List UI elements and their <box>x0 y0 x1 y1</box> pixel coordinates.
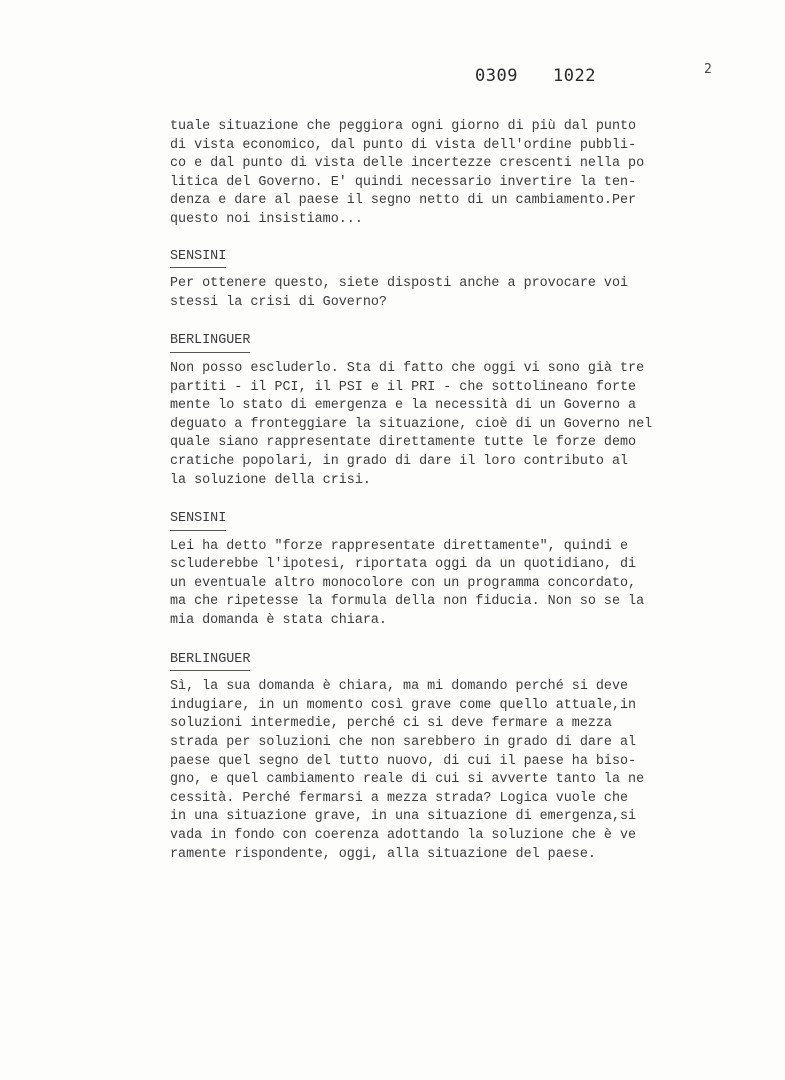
text-line: stessi la crisi di Governo? <box>170 294 387 310</box>
text-line: co e dal punto di vista delle incertezze crescenti nella po <box>170 156 645 172</box>
speaker-section <box>170 649 715 865</box>
text-line: questo noi insistiamo... <box>170 211 363 227</box>
text-line: la soluzione della crisi. <box>170 472 371 488</box>
text-line: mente lo stato di emergenza e la necessità di un Governo a <box>170 398 637 414</box>
text-line: indugiare, in un momento così grave come quello attuale,in <box>170 697 637 713</box>
text-line: Non posso escluderlo. Sta di fatto che oggi vi sono già tre <box>170 360 645 376</box>
text-line: strada per soluzioni che non sarebbero in grado di dare al <box>170 735 637 751</box>
text-line: deguato a fronteggiare la situazione, cioè di un Governo nel <box>170 416 653 432</box>
document-code: 0309 <box>475 66 518 86</box>
continuation-paragraph <box>170 118 715 230</box>
speaker-section <box>170 246 715 313</box>
transcript-body <box>170 118 715 882</box>
text-line: in una situazione grave, in una situazione di emergenza,si <box>170 809 637 825</box>
text-line: gno, e quel cambiamento reale di cui si avverte tanto la ne <box>170 772 645 788</box>
text-line: litica del Governo. E' quindi necessario invertire la ten- <box>170 174 637 190</box>
text-line: mia domanda è stata chiara. <box>170 613 387 629</box>
speaker-section <box>170 508 715 631</box>
text-line: cratiche popolari, in grado di dare il loro contributo al <box>170 453 629 469</box>
text-line: quale siano rappresentate direttamente tutte le forze demo <box>170 435 637 451</box>
text-line: vada in fondo con coerenza adottando la soluzione che è ve <box>170 828 637 843</box>
text-line: Per ottenere questo, siete disposti anche a provocare voi <box>170 276 629 292</box>
document-number: 1022 <box>553 66 596 86</box>
text-line: ramente rispondente, oggi, alla situazione del paese. <box>170 846 596 862</box>
text-line: scluderebbe l'ipotesi, riportata oggi da un quotidiano, di <box>170 557 637 573</box>
text-line: un eventuale altro monocolore con un programma concordato, <box>170 575 637 591</box>
speaker-section <box>170 330 715 490</box>
text-line: partiti - il PCI, il PSI e il PRI - che sottolineano forte <box>170 379 637 395</box>
page-number: 2 <box>704 62 712 77</box>
text-line: soluzioni intermedie, perché ci si deve fermare a mezza <box>170 716 612 732</box>
speaker-name: BERLINGUER <box>170 332 250 353</box>
text-line: tuale situazione che peggiora ogni giorno di più dal punto <box>170 119 637 134</box>
text-line: cessità. Perché fermarsi a mezza strada? Logica vuole che <box>170 790 629 806</box>
speaker-name: BERLINGUER <box>170 651 250 672</box>
text-line: denza e dare al paese il segno netto di un cambiamento.Per <box>170 193 637 209</box>
text-line: Lei ha detto "forze rappresentate direttamente", quindi e <box>170 538 629 554</box>
text-line: Sì, la sua domanda è chiara, ma mi domando perché si deve <box>170 679 629 695</box>
text-line: di vista economico, dal punto di vista dell'ordine pubbli- <box>170 137 637 153</box>
speaker-name: SENSINI <box>170 510 226 531</box>
speaker-name: SENSINI <box>170 248 226 269</box>
text-line: paese quel segno del tutto nuovo, di cui il paese ha biso- <box>170 753 637 769</box>
text-line: ma che ripetesse la formula della non fiducia. Non so se la <box>170 594 645 610</box>
